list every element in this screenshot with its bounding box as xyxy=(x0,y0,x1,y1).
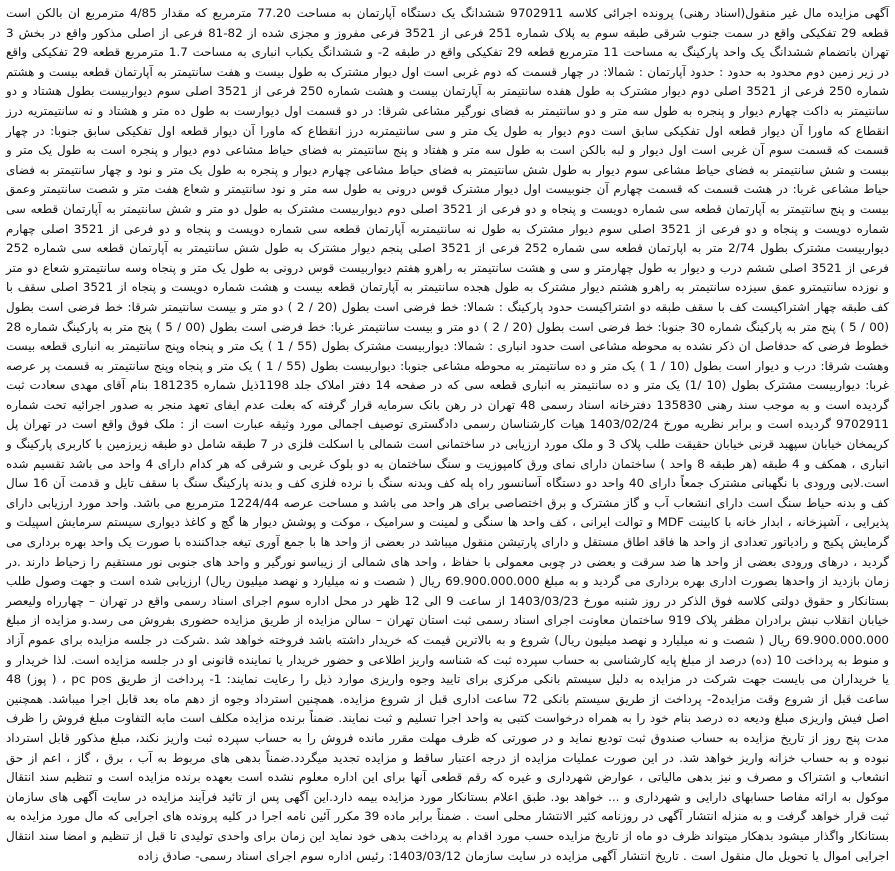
auction-notice-text: آگهی مزایده مال غیر منقول(اسناد رهنی) پرونده اجرائی کلاسه 9702911 ششدانگ یک دستگاه آپارتمان به مساحت 77.20 مترمربع که مقدار 4/85 مترمربع ان بالکن است قطعه 29 تفکیکی واقع در سمت جنوب شرقی طبقه سوم به پلاک شماره 251 فرعی از 3521 فرعی مفروز و مجزی شده از 82-81 فرعی از اصلی مذکور واقع در بخش 3 تهران باتضمام ششدانگ یک واحد پارکینگ به مساحت 11 مترمربع قطعه 29 تفکیکی واقع در طبقه 2- و ششدانگ یکباب انباری به مساحت 1.7 مترمربع قطعه 29 تفکیکی واقع در زیر زمین دوم محدود به حدود : حدود آپارتمان : شمالا: در چهار قسمت که دوم غربی است اول دیوار مشترک به طول بیست و هفت سانتیمتر به آپارتمان قطعه بیست و هشتم شماره 250 فرعی از 3521 اصلی دوم دیوار مشترک به طول هفده سانتیمتر به آپارتمان بیست و هشت شماره 250 فرعی از 3521 اصلی سوم دیواربیست بطول هشتاد و دو سانتیمتر به داکت چهارم دیوار و پنجره به طول سه متر و دو سانتیمتر به فضای نورگیر مشاعی شرقا: در دو قسمت اول دیوارست به طول ده متر و هشتاد و نه سانتیمتریه درز انقطاع که ماورا آن دیوار قطعه اول تفکیکی سابق است دوم دیوار به طول یک متر و سی سانتیمتربه درز انقطاع که ماورا آن دیوار قطعه اول تفکیکی سابق جنوبا: در چهار قسمت که قسمت سوم آن غربی است اول دیوار و لبه بالکن است به طول سه متر و هفتاد و پنج سانتیمتر به فضای حیاط مشاعی دوم دیوار و پنجره است به طول یک متر و بیست و شش سانتیمتر به فضای حیاط مشاعی سوم دیوار به طول شش سانتیمتر به فضای حیاط مشاعی چهارم دیوار و پنجره به طول یک متر و نود و چهار سانتیمتر به فضای حیاط مشاعی غربا: در هشت قسمت که قسمت چهارم آن جنوبیست اول دیوار مشترک قوس درونی به طول سه متر و نود سانتیمتر و شعاع هفت متر و شصت سانتیمتر وعمق بیست و پنج سانتیمتر به آپارتمان قطعه سی شماره دویست و پنجاه و دو فرعی از 3521 اصلی دوم دیواربیست مشترک به طول دو متر و شش سانتیمتر به آپارتمان قطعه سی شماره دویست و پنجاه و دو فرعی از 3521 اصلی سوم دیوار مشترک به طول نه سانتیمتربه آپارتمان قطعه سی شماره دویست و پنجاه و دو فرعی از 3521 اصلی چهارم دیواربیست مشترک بطول 2/74 متر به اپارتمان قطعه سی شماره 252 فرعی از 3521 اصلی پنجم دیوار مشترک به طول شش سانتیمتر به آپارتمان قطعه سی شماره 252 فرعی از 3521 اصلی ششم درب و دیوار به طول چهارمتر و سی و هشت سانتیمتر به راهرو هفتم دیواربیست قوس درونی به طول یک متر و پنجاه وسه سانتیمترو شعاع دو متر و نوزده سانتیمترو عمق سیزده سانتیمتر به راهرو هشتم دیوار مشترک به طول هجده سانتیمتر به آپارتمان قطعه بیست و هشت شماره دویست و پنجاه از 3521 اصلی سقف با کف طبقه چهار اشتراکیست کف با سقف طبقه دو اشتراکیست حدود پارکینگ : شمالا: خط فرضی است بطول (20 / 2 ) دو متر و بیست سانتیمتر شرقا: خط فرضی است بطول (00 / 5 ) پنج متر به پارکینگ شماره 30 جنوبا: خط فرضی است بطول (20 / 2 ) دو متر و بیست سانتیمتر غربا: خط فرضی است بطول (00 / 5 ) پنج متر به پارکینگ شماره 28 خطوط فرضی که حدفاصل ان ذکر نشده به محوطه مشاعی است حدود انباری : شمالا: دیواربیست مشترک بطول (55 / 1 ) یک متر و پنجاه وپنج سانتیمتر به انباری قطعه بیست وهشت شرقا: درب و دیوار است بطول (10 / 1 ) یک متر و ده سانتیمتر به محوطه مشاعی جنوبا: دیواربیست بطول (55 / 1 ) یک متر و پنجاه وپنج سانتیمتر به قسمت پر عرصه غربا: دیواربیست مشترک بطول (10 /1) یک متر و ده سانتیمتر به انباری قطعه سی که در صفحه 14 دفتر املاک جلد 1198ذیل شماره 181235 بنام آقای مهدی سعادت ثبت گردیده است و به موجب سند رهنی 135830 دفترخانه اسناد رسمی 48 تهران در رهن بانک سرمایه قرار گرفته که بعلت عدم ایفای تعهد منجر به صدور اجرائیه تحت شماره 9702911 گردیده است و برابر نظریه مورخ 1403/02/24 هیات کارشناسان رسمی دادگستری توصیف اجمالی مورد وثیقه عبارت است از : ملک فوق واقع است در تهران پل کریمخان خیابان سپهبد قرنی خیابان حقیقت طلب پلاک 3 و ملک مورد ارزیابی در ساختمانی است شمالی با اسکلت فلزی در 7 طبقه شامل دو طبقه زیرزمین با کاربری پارکینگ و انباری ، همکف و 4 طبقه (هر طبقه 8 واحد ) ساختمان دارای نمای ورق کامپوزیت و سنگ ساختمان به دو بلوک غربی و شرقی که هر کدام دارای 4 واحد می باشد تقسیم شده است.لابی ورودی با نگهبانی مشترک جمعاً دارای 40 واحد دو دستگاه آسانسور راه پله کف وبدنه سنگ با نرده فلزی کف و بدنه پارکینگ سنگ با سقف تایل و قدمت آن 16 سال کف و بدنه حیاط سنگ است دارای انشعاب آب و گاز مشترک و برق اختصاصی برای هر واحد می باشد و مساحت عرصه 1224/44 مترمربع می باشد. واحد مورد ارزیابی دارای پذیرایی ، آشپزخانه ، ابدار خانه با کابینت MDF و توالت ایرانی ، کف واحد ها سنگی و لمینت و سرامیک ، موکت و پوشش دیوار ها گچ و کاغذ دیواری سیستم سرمایش اسپیلت و گرمایش پکیج و رادیاتور تعدادی از واحد ها فاقد اطاق مستقل و دارای پارتیشن منقول میباشد در بعضی از واحد ها با جمع آوری تیغه جداکننده با صورت یک واحد بهره برداری می گردید ، درهای ورودی بعضی از واحد ها ضد سرقت و بعضی در چوبی معمولی با حفاظ ، واحد های شمالی از زیباسو نورگیر و واحد های جنوبی نور مستقیم را زحیاط دارند .در زمان بازدید از واحدها بصورت اداری بهره برداری می گردید و به مبلغ 69.900.000.000 ریال ( شصت و نه میلیارد و نهصد میلیون ریال) ارزیابی شده است و جهت وصول طلب بستانکار و حقوق دولتی کلاسه فوق الذکر در روز شنبه مورخ 1403/03/23 از ساعت 9 الی 12 ظهر در محل اداره سوم اجرای اسناد رسمی واقع در تهران – چهارراه ولیعصر خیابان انقلاب نبش برادران مظفر پلاک 919 ساختمان معاونت اجرای اسناد رسمی ثبت استان تهران – سالن مزایده از طریق مزایده حضوری بفروش می رسد.و مزایده از مبلغ 69.900.000.000 ریال ( شصت و نه میلیارد و نهصد میلیون ریال) شروع و به بالاترین قیمت که خریدار داشته باشد فروخته خواهد شد .شرکت در جلسه مزایده برای عموم آزاد و منوط به پرداخت 10 (ده) درصد از مبلغ پایه کارشناسی به حساب سپرده ثبت که شناسه واریز اطلاعی و حضور خریدار یا نماینده قانونی او در جلسه مزایده است. لذا خریدار و یا خریداران می بایست جهت شرکت در مزایده به دلیل سیستم بانکی مرکزی برای تایید وجوه واریزی موارد ذیل را رعایت نمایند: 1- پرداخت از طریق pc pos ، ( پوز) 48 ساعت قبل از شروع وقت مزایده2- پرداخت از طریق سیستم بانکی 72 ساعت اداری قبل از شروع مزایده. همچنین استرداد وجوه از دهم ماه بعد قابل اجرا میباشد. همچنین اصل فیش واریزی مبلغ ودیعه ده درصد بنام خود را به همراه درخواست کتبی به واحد اجرا تسلیم و ثبت نمایند. ضمناً برنده مزایده مکلف است مابه التفاوت مبلغ فروش را ظرف مدت پنج روز از تاریخ مزایده به حساب صندوق ثبت تودیع نماید و در صورتی که ظرف مهلت مقرر مانده فروش را به حساب سپرده ثبت واریز نکند، مبلغ مذکور قابل استرداد نبوده و به حساب خزانه واریز خواهد شد. در این صورت عملیات مزایده از درجه اعتبار ساقط و مزایده تجدید میگردد.ضمناً بدهی های مربوط به آب ، برق ، گاز ، اعم از حق انشعاب و اشتراک و مصرف و نیز بدهی مالیاتی ، عوارض شهرداری و غیره که رقم قطعی آنها برای این اداره معلوم نشده است بعهده برنده مزایده است و تنظیم سند انتقال موکول به ارائه مفاصا حسابهای دارایی و شهرداری و ... خواهد بود. طبق اعلام بستانکار مورد مزایده بیمه دارد.این آگهی پس از تائید فرآیند مزایده در سایت آگهی های سازمان ثبت قرار خواهد گرفت و به منزله انتشار آگهی در روزنامه کثیر الانتشار محلی است . ضمناً برابر ماده 39 مکرر آئین نامه اجرا در کلیه پرونده های اجرایی که مال مورد مزایده به بستانکار واگذار میشود بدهکار میتواند ظرف دو ماه از تاریخ مزایده حسب مورد اقدام به پرداخت بدهی خود نماید این زمان برای واحدی تولیدی تا قبل از تنظیم و امضا سند انتقال اجرایی اموال یا تحویل مال منقول است . تاریخ انتشار آگهی مزایده در سایت سازمان 1403/03/12: رئیس اداره سوم اجرای اسناد رسمی- صادق زاده xyxy=(6,6,890,863)
